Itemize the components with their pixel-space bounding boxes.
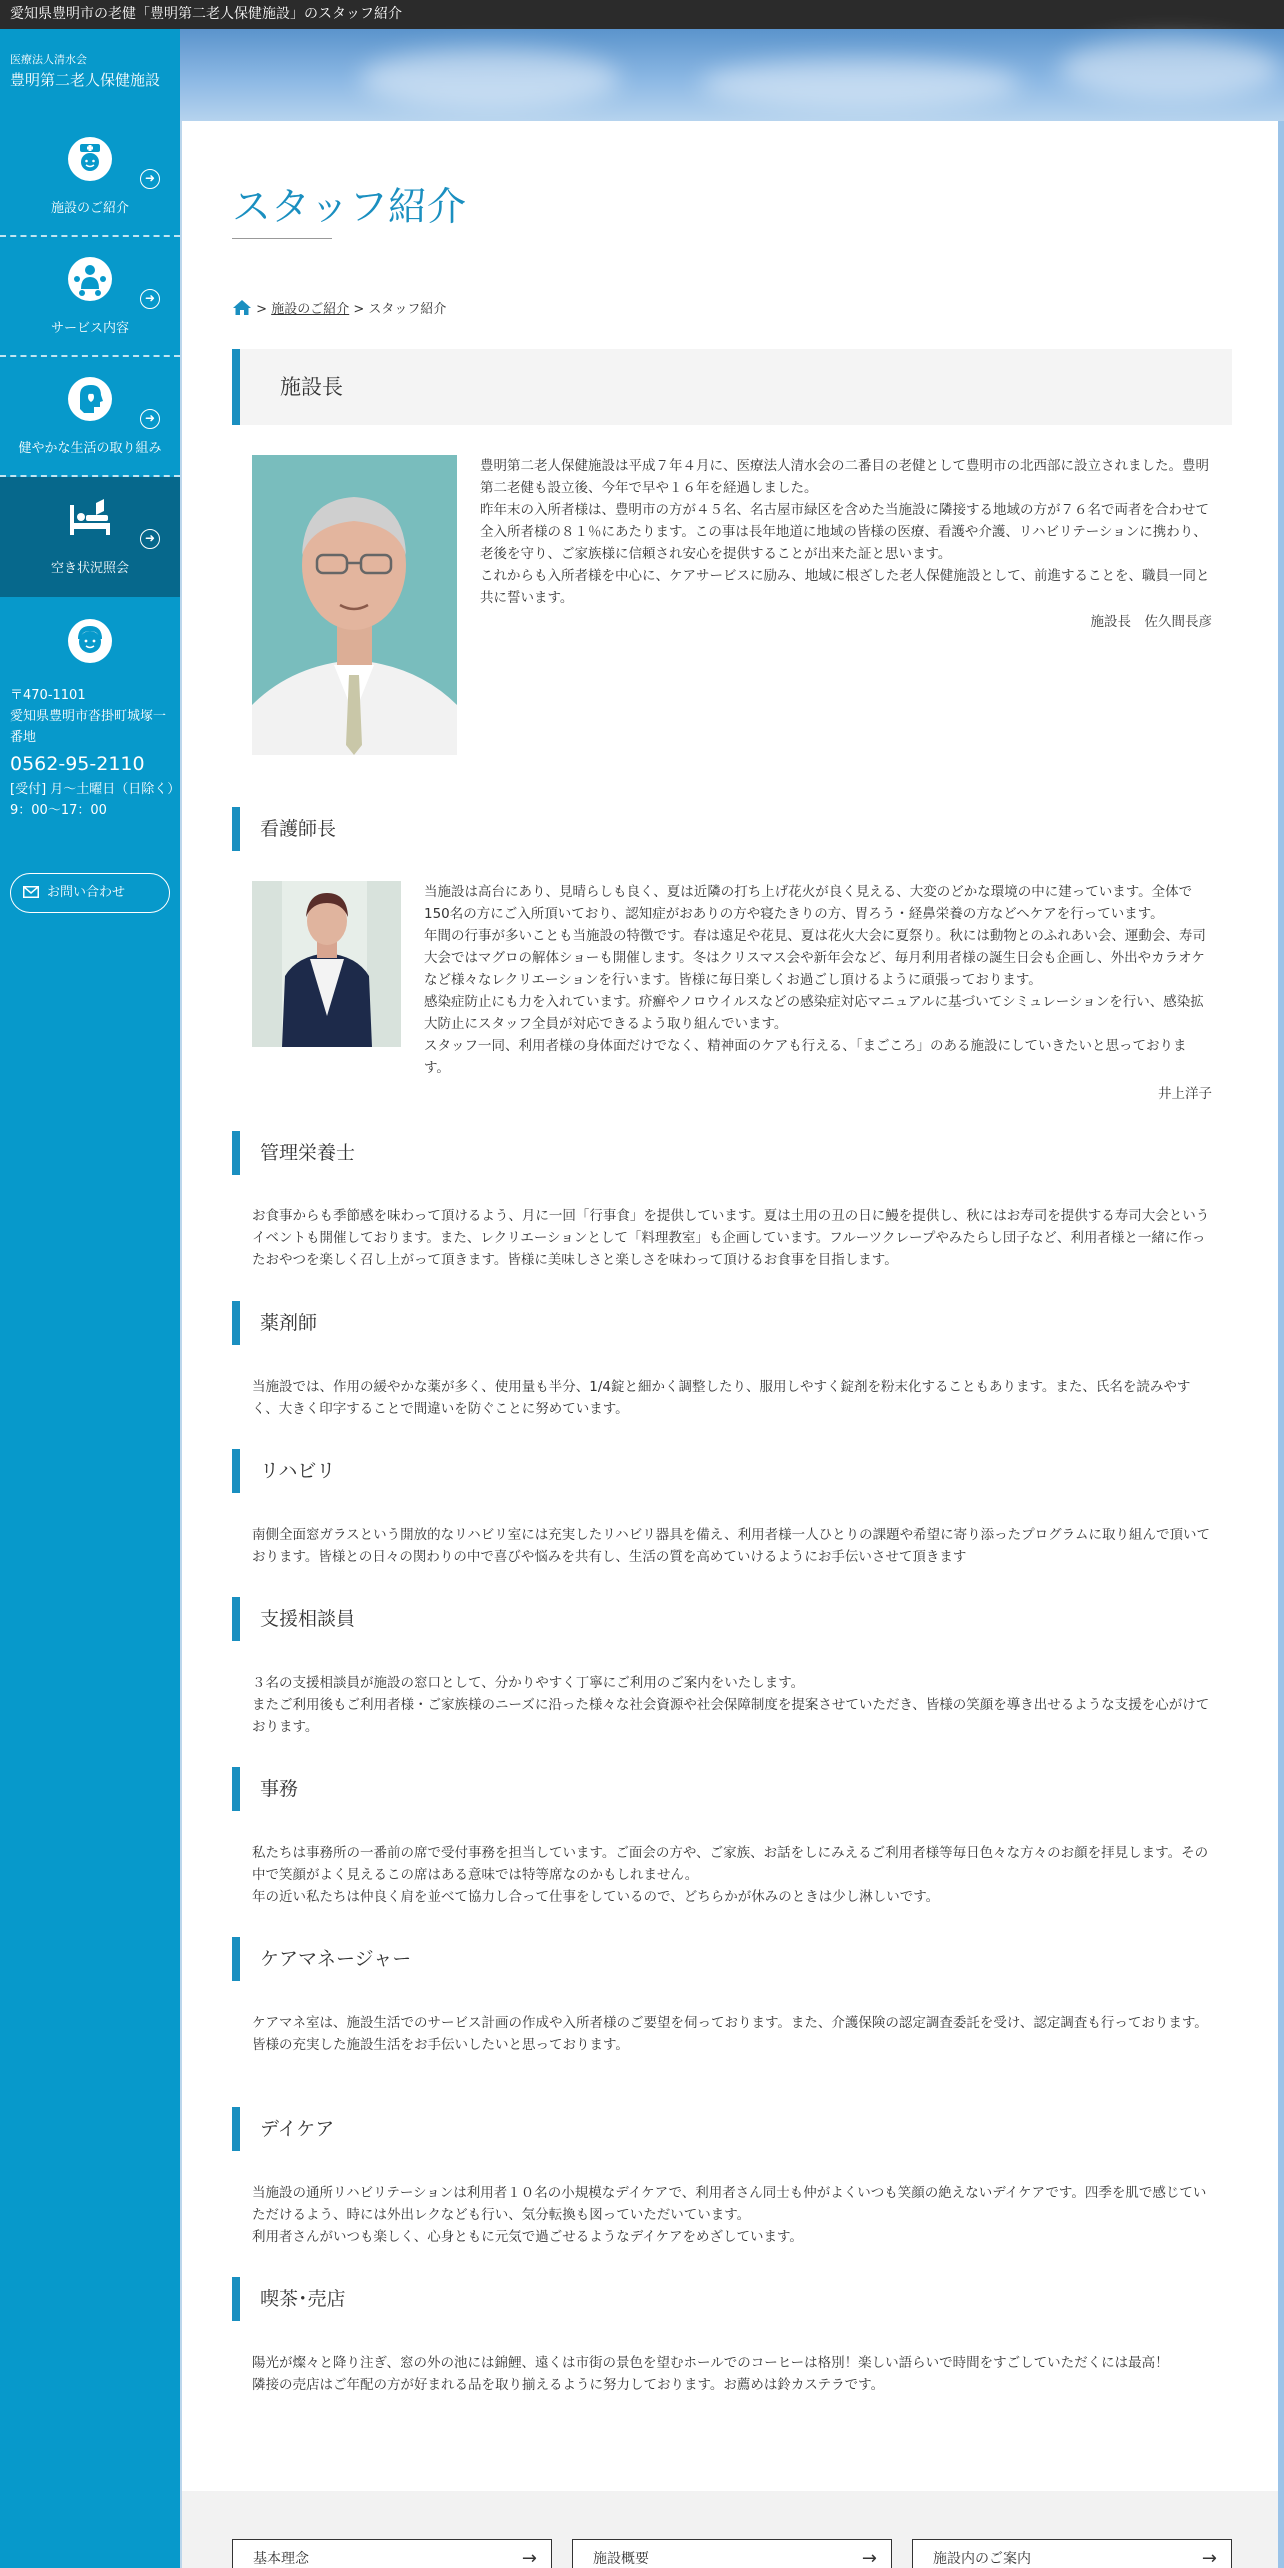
page-title: スタッフ紹介: [232, 185, 467, 230]
sidebar-item-services[interactable]: [0, 237, 180, 357]
sidebar-item-label: 施設のご紹介: [50, 201, 129, 216]
sidebar-item-label: 空き状況照会: [50, 561, 129, 576]
nurse-icon: [66, 135, 114, 183]
footer-link-facility-guide[interactable]: [912, 2539, 1232, 2568]
sidebar-item-healthy-life[interactable]: [0, 357, 180, 477]
footer-link-overview[interactable]: [572, 2539, 892, 2568]
arrow-right-icon: ➜: [140, 289, 160, 309]
window-title: 愛知県豊明市の老健「豊明第二老人保健施設」のスタッフ紹介: [10, 6, 402, 22]
inquiry-label: お問い合わせ: [47, 885, 126, 900]
director-signature: 施設長 佐久間長彦: [1090, 614, 1212, 630]
breadcrumb-current: スタッフ紹介: [368, 302, 447, 317]
rehab-text: 南側全面窓ガラスという開放的なリハビリ室には充実したリハビリ器具を備え、利用者様一人ひとりの課題や希望に寄り添ったプログラムに取り組んで頂いております。皆様との日々の関わりの中で喜びや悩みを共有し、生活の質を高めていけるようにお手伝いさせて頂きます: [252, 1527, 1210, 1565]
nurse-message: 当施設は高台にあり、見晴らしも良く、夏は近隣の打ち上げ花火が良く見える、大変のどかな環境の中に建っています。全体で150名の方にご入所頂いており、認知症がおありの方や寝たきりの方、胃ろう・経鼻栄養の方などへケアを行っています。 年間の行事が多いことも当施設の特徴です。春は遠足や花見、夏は花火大会に夏祭り。秋には動物とのふれあい会、運動会、寿司大会ではマグロの解体ショーも開催します。冬はクリスマス会や新年会など、毎月利用者様の誕生日会も企画し、外出やカラオケなど様々なレクリエーションを行います。皆様に毎日楽しくお過ごし頂けるように頑張っております。 感染症防止にも力を入れています。疥癬やノロウイルスなどの感染症対応マニュアルに基づいてシミュレーションを行い、感染拡大防止にスタッフ全員が対応できるよう取り組んでいます。 スタッフ一同、利用者様の身体面だけでなく、精神面のケアも行える、「まごころ」のある施設にしていきたいと思っております。: [424, 884, 1206, 1076]
mail-icon: [23, 886, 39, 898]
footer-link-label: 基本理念: [253, 2551, 309, 2567]
arrow-right-icon: ➜: [140, 169, 160, 189]
content-frame-right: [1278, 121, 1284, 2568]
logo-subtitle: 医療法人清水会: [10, 53, 87, 66]
section-heading-nurse: 看護師長: [232, 807, 1232, 851]
section-heading-office: 事務: [232, 1767, 1232, 1811]
footer-link-label: 施設概要: [593, 2551, 649, 2567]
inquiry-button[interactable]: [10, 873, 170, 913]
daycare-text: 当施設の通所リハビリテーションは利用者１０名の小規模なデイケアで、利用者さん同士も仲がよくいつも笑顔の絶えないデイケアです。四季を肌で感じていただけるよう、時には外出レクなども行い、気分転換も図っていただいています。 利用者さんがいつも楽しく、心身ともに元気で過ごせるようなデイケアをめざしています。: [252, 2185, 1207, 2245]
home-icon[interactable]: [232, 299, 252, 316]
nutritionist-text: お食事からも季節感を味わって頂けるよう、月に一回「行事食」を提供しています。夏は土用の丑の日に鰻を提供し、秋にはお寿司を提供する寿司大会というイベントも開催しております。また、レクリエーションとして「料理教室」も企画しています。フルーツクレープやみたらし団子など、利用者様と一緒に作ったおやつを楽しく召し上がって頂きます。皆様に美味しさと楽しさを味わって頂けるお食事を目指します。: [252, 1208, 1210, 1268]
phone-number[interactable]: 0562-95-2110: [10, 753, 145, 775]
counselor-text: ３名の支援相談員が施設の窓口として、分かりやすく丁寧にご利用のご案内をいたします。 またご利用後もご利用者様・ご家族様のニーズに沿った様々な社会資源や社会保障制度を提案させていただき、皆様の笑顔を導き出せるような支援を心がけております。: [252, 1675, 1210, 1735]
logo-title: 豊明第二老人保健施設: [10, 71, 161, 89]
bed-icon: [66, 495, 114, 543]
window-title-bar: [0, 0, 1284, 29]
site-logo[interactable]: [0, 29, 180, 117]
nurse-signature: 井上洋子: [1158, 1086, 1212, 1102]
section-heading-director: 施設長: [232, 349, 1232, 425]
section-heading-care-manager: ケアマネージャー: [232, 1937, 1232, 1981]
arrow-right-icon: ➜: [140, 529, 160, 549]
title-underline: [232, 238, 332, 239]
cafe-text: 陽光が燦々と降り注ぎ、窓の外の池には錦鯉、遠くは市街の景色を望むホールでのコーヒーは格別！楽しい語らいで時間をすごしていただくには最高！ 隣接の売店はご年配の方が好まれる品を取り揃えるように努力しております。お薦めは鈴カステラです。: [252, 2355, 1169, 2393]
postal-code: 〒470-1101: [10, 688, 86, 703]
pharmacist-text: 当施設では、作用の緩やかな薬が多く、使用量も半分、1/4錠と細かく調整したり、服用しやすく錠剤を粉末化することもあります。また、氏名を読みやすく、大きく印字することで間違いを防ぐことに努めています。: [252, 1379, 1191, 1417]
sidebar-item-label: 健やかな生活の取り組み: [18, 441, 162, 456]
sidebar-item-facility[interactable]: [0, 117, 180, 237]
arrow-right-icon: →: [521, 2548, 537, 2568]
section-heading-rehab: リハビリ: [232, 1449, 1232, 1493]
staff-icon: [66, 617, 114, 665]
main-content: [182, 121, 1278, 2568]
arrow-right-icon: →: [861, 2548, 877, 2568]
section-heading-daycare: デイケア: [232, 2107, 1232, 2151]
arrow-right-icon: ➜: [140, 409, 160, 429]
breadcrumb-separator: >: [256, 302, 268, 317]
section-heading-pharmacist: 薬剤師: [232, 1301, 1232, 1345]
footer-link-label: 施設内のご案内: [933, 2551, 1031, 2567]
address: 愛知県豊明市沓掛町城塚一番地: [10, 709, 167, 745]
contact-info: [10, 685, 181, 821]
office-text: 私たちは事務所の一番前の席で受付事務を担当しています。ご面会の方や、ご家族、お話をしにみえるご利用者様等毎日色々な方々のお顔を拝見します。その中で笑顔がよく見えるこの席はある意味では特等席なのかもしれません。 年の近い私たちは仲良く肩を並べて協力し合って仕事をしているので、どちらかが休みのときは少し淋しいです。: [252, 1845, 1209, 1905]
footer-link-philosophy[interactable]: [232, 2539, 552, 2568]
care-manager-text: ケアマネ室は、施設生活でのサービス計画の作成や入所者様のご要望を伺っております。また、介護保険の認定調査委託を受け、認定調査も行っております。 皆様の充実した施設生活をお手伝いしたいと思っております。: [252, 2015, 1208, 2053]
section-heading-nutritionist: 管理栄養士: [232, 1131, 1232, 1175]
business-hours: 9：00～17：00: [10, 803, 107, 818]
header-sky-banner: [180, 29, 1284, 121]
sidebar-item-label: サービス内容: [50, 321, 129, 336]
section-heading-counselor: 支援相談員: [232, 1597, 1232, 1641]
service-icon: [66, 255, 114, 303]
arrow-right-icon: →: [1201, 2548, 1217, 2568]
health-icon: [66, 375, 114, 423]
nurse-photo: [252, 881, 401, 1047]
sidebar-item-availability[interactable]: [0, 477, 180, 597]
breadcrumb-separator: >: [353, 302, 365, 317]
section-heading-cafe: 喫茶･売店: [232, 2277, 1232, 2321]
director-photo: [252, 455, 457, 755]
business-days: [受付] 月～土曜日（日除く）: [10, 782, 181, 797]
breadcrumb-link-facility[interactable]: 施設のご紹介: [271, 302, 350, 317]
breadcrumb: [232, 298, 446, 317]
director-message: 豊明第二老人保健施設は平成７年４月に、医療法人清水会の二番目の老健として豊明市の北西部に設立されました。豊明第二老健も設立後、今年で早や１６年を経過しました。 昨年末の入所者様は、豊明市の方が４５名、名古屋市緑区を含めた当施設に隣接する地域の方が７６名で両者を合わせて全入所者様の８１％にあたります。この事は長年地道に地域の皆様の医療、看護や介護、リハビリテーションに携わり、老後を守り、ご家族様に信頼され安心を提供することが出来た証と思います。 これからも入所者様を中心に、ケアサービスに励み、地域に根ざした老人保健施設として、前進することを、職員一同と共に誓います。: [480, 458, 1210, 606]
sidebar: [0, 29, 180, 2568]
